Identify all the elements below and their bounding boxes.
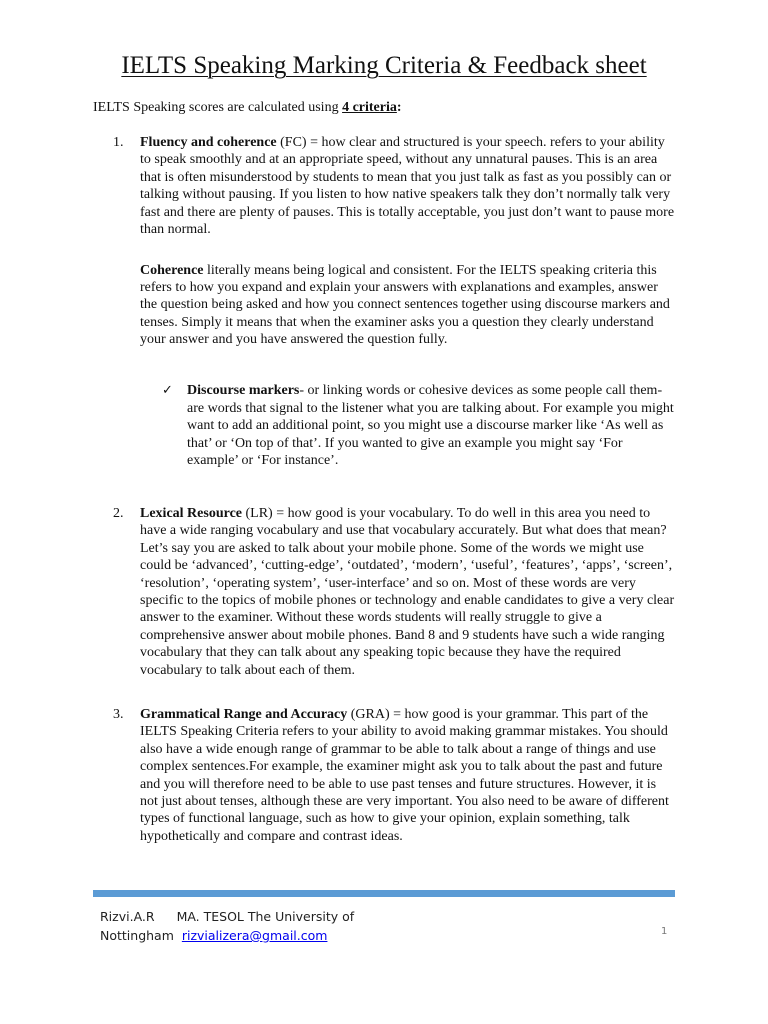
list-number: 2. — [113, 506, 124, 521]
criterion-heading: Lexical Resource — [140, 506, 242, 521]
criterion-heading: Grammatical Range and Accuracy — [140, 707, 348, 722]
criterion-body: (GRA) = how good is your grammar. This part of the IELTS Speaking Criteria refers to your ability to avoid making grammar mistakes. You should also have a wide enough range of grammar to be able to talk about a range of things and use complex sentences.For example, the examiner might ask you to talk about the past and future and you will therefore need to be able to use past tenses and future structures. However, it is not just about tenses, although these are very important. You also need to be aware of different types of functional language, such as how to give your opinion, explain something, talk hypothetically and compare and contrast ideas. — [140, 707, 669, 844]
criterion-body: (LR) = how good is your vocabulary. To do well in this area you need to have a wide ranging vocabulary and use that vocabulary accurately. But what does that mean? Let’s say you are asked to talk about your mobile phone. Some of the words we might use could be ‘advanced’, ‘cutting-edge’, ‘outdated’, ‘modern’, ‘useful’, ‘features’, ‘apps’, ‘screen’, ‘resolution’, ‘operating system’, ‘user-interface’ and so on. Most of these words are very specific to the topics of mobile phones or technology and enable candidates to give a very clear answer to the examiner. Without these words students will really struggle to give a comprehensive answer about mobile phones. Band 8 and 9 students have such a wide ranging vocabulary that they can talk about any speaking topic because they have the required vocabulary to talk about each of them. — [140, 506, 675, 678]
footer-degree: MA. TESOL The University of — [176, 909, 355, 924]
criterion-heading: Fluency and coherence — [140, 135, 277, 150]
footer — [100, 907, 400, 945]
footer-author: Rizvi.A.R — [100, 909, 155, 924]
criterion-body: (FC) = how clear and structured is your speech. refers to your ability to speak smoothly and at an appropriate speed, without any unnatural pauses. This is an area that is often misunderstood by students to mean that you just talk as fast as you possibly can or talking without pausing. If you listen to how native speakers talk they don’t normally talk very fast and there are plenty of pauses. This is totally acceptable, you just don’t want to pause more than normal. — [140, 135, 675, 238]
page-number: 1 — [661, 926, 668, 937]
criterion-fluency — [113, 134, 675, 238]
coherence-heading: Coherence — [140, 263, 204, 278]
list-number: 3. — [113, 707, 124, 722]
intro-line — [93, 99, 402, 117]
intro-text: IELTS Speaking scores are calculated using — [93, 100, 343, 115]
criterion-lexical — [113, 505, 675, 679]
criterion-grammar — [113, 706, 675, 845]
intro-emphasis: 4 criteria — [342, 100, 397, 115]
discourse-heading: Discourse markers — [187, 383, 300, 398]
page-title: IELTS Speaking Marking Criteria & Feedback sheet — [121, 52, 647, 79]
discourse-bullet — [162, 382, 675, 470]
discourse-body: - or linking words or cohesive devices as some people call them- are words that signal to the listener what you are talking about. For example you might want to add an additional point, so you might use a discourse marker like ‘As well as that’ or ‘On top of that’. If you wanted to give an example you might say ‘For example’ or ‘For instance’. — [187, 383, 674, 469]
checkmark-icon: ✓ — [162, 383, 173, 398]
footer-rule — [93, 890, 675, 897]
list-number: 1. — [113, 135, 124, 150]
coherence-paragraph — [140, 262, 675, 348]
footer-email-link[interactable]: rizvializera@gmail.com — [181, 928, 328, 943]
coherence-body: literally means being logical and consistent. For the IELTS speaking criteria this refers to how you expand and explain your answers with explanations and examples, answer the question being asked and how you connect sentences together using discourse markers and tenses. Simply it means that when the examiner asks you a question they clearly understand your answer and you have answered the question fully. — [140, 263, 670, 347]
intro-suffix: : — [396, 100, 402, 115]
footer-city: Nottingham — [100, 928, 174, 943]
